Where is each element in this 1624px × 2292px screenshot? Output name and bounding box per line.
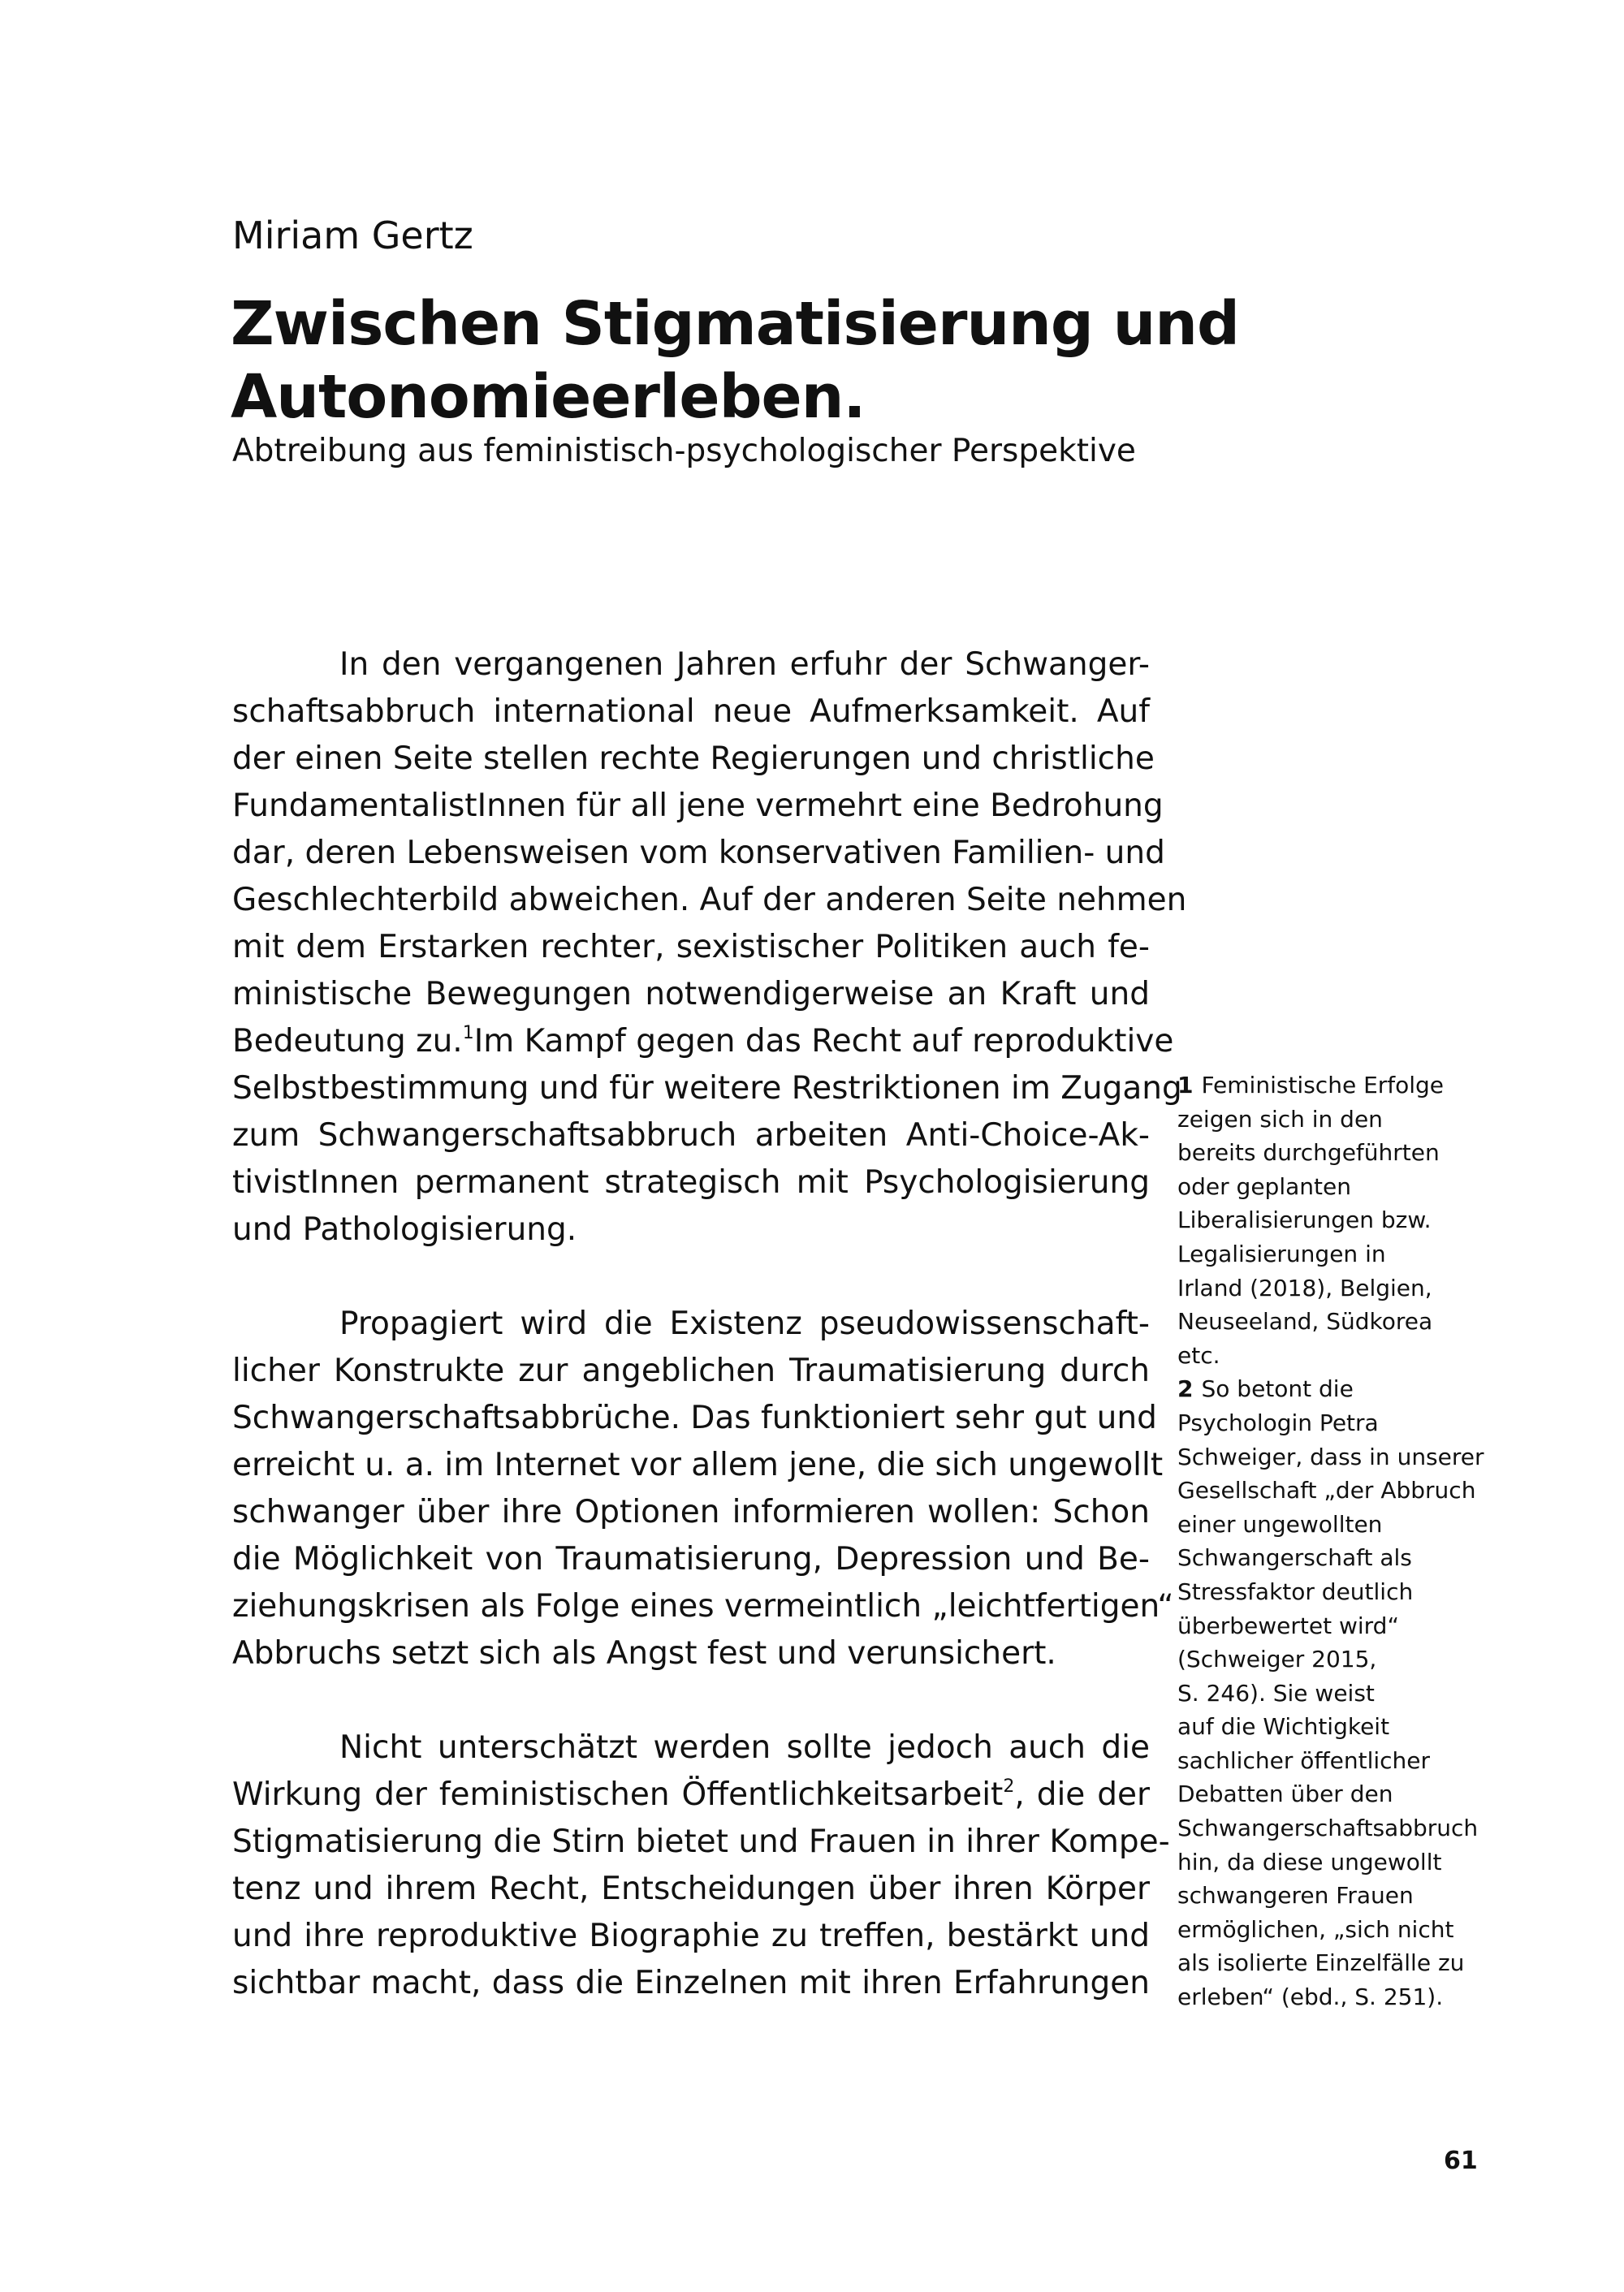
body-line: ministische Bewegungen notwendigerweise an Kraft und — [232, 976, 1150, 1012]
body-line: die Möglichkeit von Traumatisierung, Depression und Be- — [232, 1541, 1150, 1578]
footnote-line: Schweiger, dass in unserer — [1177, 1443, 1484, 1470]
body-line: und Pathologisierung. — [232, 1211, 577, 1248]
body-line: Abbruchs setzt sich als Angst fest und verunsichert. — [232, 1635, 1056, 1672]
paragraph-1 — [232, 641, 1187, 1254]
article-title — [231, 287, 1239, 434]
footnote-line: oder geplanten — [1177, 1172, 1351, 1200]
footnote-line: zeigen sich in den — [1177, 1105, 1383, 1133]
footnotes-column — [1177, 1068, 1486, 2014]
footnote-line-text: So betont die — [1201, 1375, 1354, 1403]
footnote-line: Stressfaktor deutlich — [1177, 1578, 1414, 1605]
footnote-line: Liberalisierungen bzw. — [1177, 1206, 1432, 1234]
footnote-line: als isolierte Einzelfälle zu — [1177, 1949, 1465, 1977]
body-line — [232, 1772, 1150, 1819]
footnote-line: ermöglichen, „sich nicht — [1177, 1915, 1454, 1943]
footnote-line: etc. — [1177, 1341, 1220, 1369]
body-line: tivistInnen permanent strategisch mit Psychologisierung — [232, 1164, 1150, 1201]
body-line: und ihre reproduktive Biographie zu treffen, bestärkt und — [232, 1918, 1150, 1954]
footnote-line — [1177, 1068, 1486, 1103]
body-line: FundamentalistInnen für all jene vermehrt eine Bedrohung — [232, 788, 1164, 824]
footnote-line: bereits durchgeführten — [1177, 1139, 1440, 1167]
footnote-line: Debatten über den — [1177, 1781, 1393, 1808]
footnote-line: Schwangerschaft als — [1177, 1544, 1412, 1572]
body-line: dar, deren Lebensweisen vom konservativen Familien- und — [232, 835, 1165, 871]
author-name: Miriam Gertz — [232, 214, 473, 257]
footnote-line: (Schweiger 2015, — [1177, 1646, 1377, 1673]
body-text — [232, 641, 1187, 2007]
body-line: schwanger über ihre Optionen informieren wollen: Schon — [232, 1494, 1150, 1530]
body-line: sichtbar macht, dass die Einzelnen mit ihren Erfahrungen — [232, 1965, 1150, 2001]
footnote-line: Legalisierungen in — [1177, 1240, 1386, 1267]
footnote-number: 2 — [1177, 1375, 1194, 1403]
body-line: tenz und ihrem Recht, Entscheidungen über ihren Körper — [232, 1871, 1150, 1907]
footnote-line: Neuseeland, Südkorea — [1177, 1308, 1433, 1336]
footnote-line: hin, da diese ungewollt — [1177, 1848, 1442, 1875]
footnote-line: S. 246). Sie weist — [1177, 1679, 1375, 1707]
footnote-line: überbewertet wird“ — [1177, 1612, 1399, 1639]
body-line-segment: Wirkung der feministischen Öffentlichkeitsarbeit — [232, 1776, 1004, 1813]
footnote-line: sachlicher öffentlicher — [1177, 1746, 1431, 1774]
footnote-line: Irland (2018), Belgien, — [1177, 1274, 1432, 1301]
footnote-line: schwangeren Frauen — [1177, 1882, 1414, 1910]
footnote-ref-1[interactable]: 1 — [462, 1023, 474, 1043]
body-line: Nicht unterschätzt werden sollte jedoch auch die — [339, 1729, 1150, 1766]
footnote-line: einer ungewollten — [1177, 1510, 1383, 1538]
body-line: zum Schwangerschaftsabbruch arbeiten Anti-Choice-Ak- — [232, 1117, 1150, 1154]
body-line: mit dem Erstarken rechter, sexistischer Politiken auch fe- — [232, 929, 1150, 965]
body-line — [232, 1018, 1174, 1065]
footnote-line: erleben“ (ebd., S. 251). — [1177, 1983, 1444, 2011]
footnote-line: Gesellschaft „der Abbruch — [1177, 1477, 1476, 1504]
footnote-ref-2[interactable]: 2 — [1003, 1776, 1015, 1797]
paragraph-2 — [232, 1301, 1174, 1677]
body-line: der einen Seite stellen rechte Regierungen und christliche — [232, 740, 1155, 777]
title-line-1: Zwischen Stigmatisierung und — [231, 289, 1239, 359]
body-line-segment: Bedeutung zu. — [232, 1023, 463, 1060]
footnote-line — [1177, 1372, 1486, 1406]
footnote-1 — [1177, 1068, 1486, 1372]
footnote-line: auf die Wichtigkeit — [1177, 1713, 1390, 1741]
body-line: Geschlechterbild abweichen. Auf der anderen Seite nehmen — [232, 882, 1187, 918]
footnote-line: Schwangerschaftsabbruch — [1177, 1815, 1479, 1842]
body-line-segment: Im Kampf gegen das Recht auf reproduktive — [473, 1023, 1174, 1060]
paragraph-3 — [232, 1724, 1170, 2007]
body-line: In den vergangenen Jahren erfuhr der Schwanger- — [339, 646, 1150, 683]
title-line-2: Autonomieerleben. — [231, 362, 866, 432]
page-number: 61 — [1444, 2147, 1478, 2175]
body-line: schaftsabbruch international neue Aufmerksamkeit. Auf — [232, 693, 1150, 730]
footnote-line-text: Feministische Erfolge — [1201, 1072, 1445, 1099]
footnote-number: 1 — [1177, 1072, 1194, 1099]
body-line: licher Konstrukte zur angeblichen Traumatisierung durch — [232, 1353, 1150, 1389]
footnote-2 — [1177, 1372, 1486, 2014]
body-line: Stigmatisierung die Stirn bietet und Frauen in ihrer Kompe- — [232, 1824, 1170, 1860]
body-line: ziehungskrisen als Folge eines vermeintlich „leichtfertigen“ — [232, 1588, 1174, 1625]
body-line: Propagiert wird die Existenz pseudowissenschaft- — [339, 1306, 1150, 1342]
body-line: erreicht u. a. im Internet vor allem jene, die sich ungewollt — [232, 1447, 1164, 1483]
body-line-segment: , die der — [1014, 1776, 1151, 1813]
body-line: Schwangerschaftsabbrüche. Das funktioniert sehr gut und — [232, 1400, 1157, 1436]
body-line: Selbstbestimmung und für weitere Restriktionen im Zugang — [232, 1070, 1182, 1107]
article-subtitle: Abtreibung aus feministisch-psychologischer Perspektive — [232, 433, 1136, 469]
footnote-line: Psychologin Petra — [1177, 1409, 1379, 1436]
